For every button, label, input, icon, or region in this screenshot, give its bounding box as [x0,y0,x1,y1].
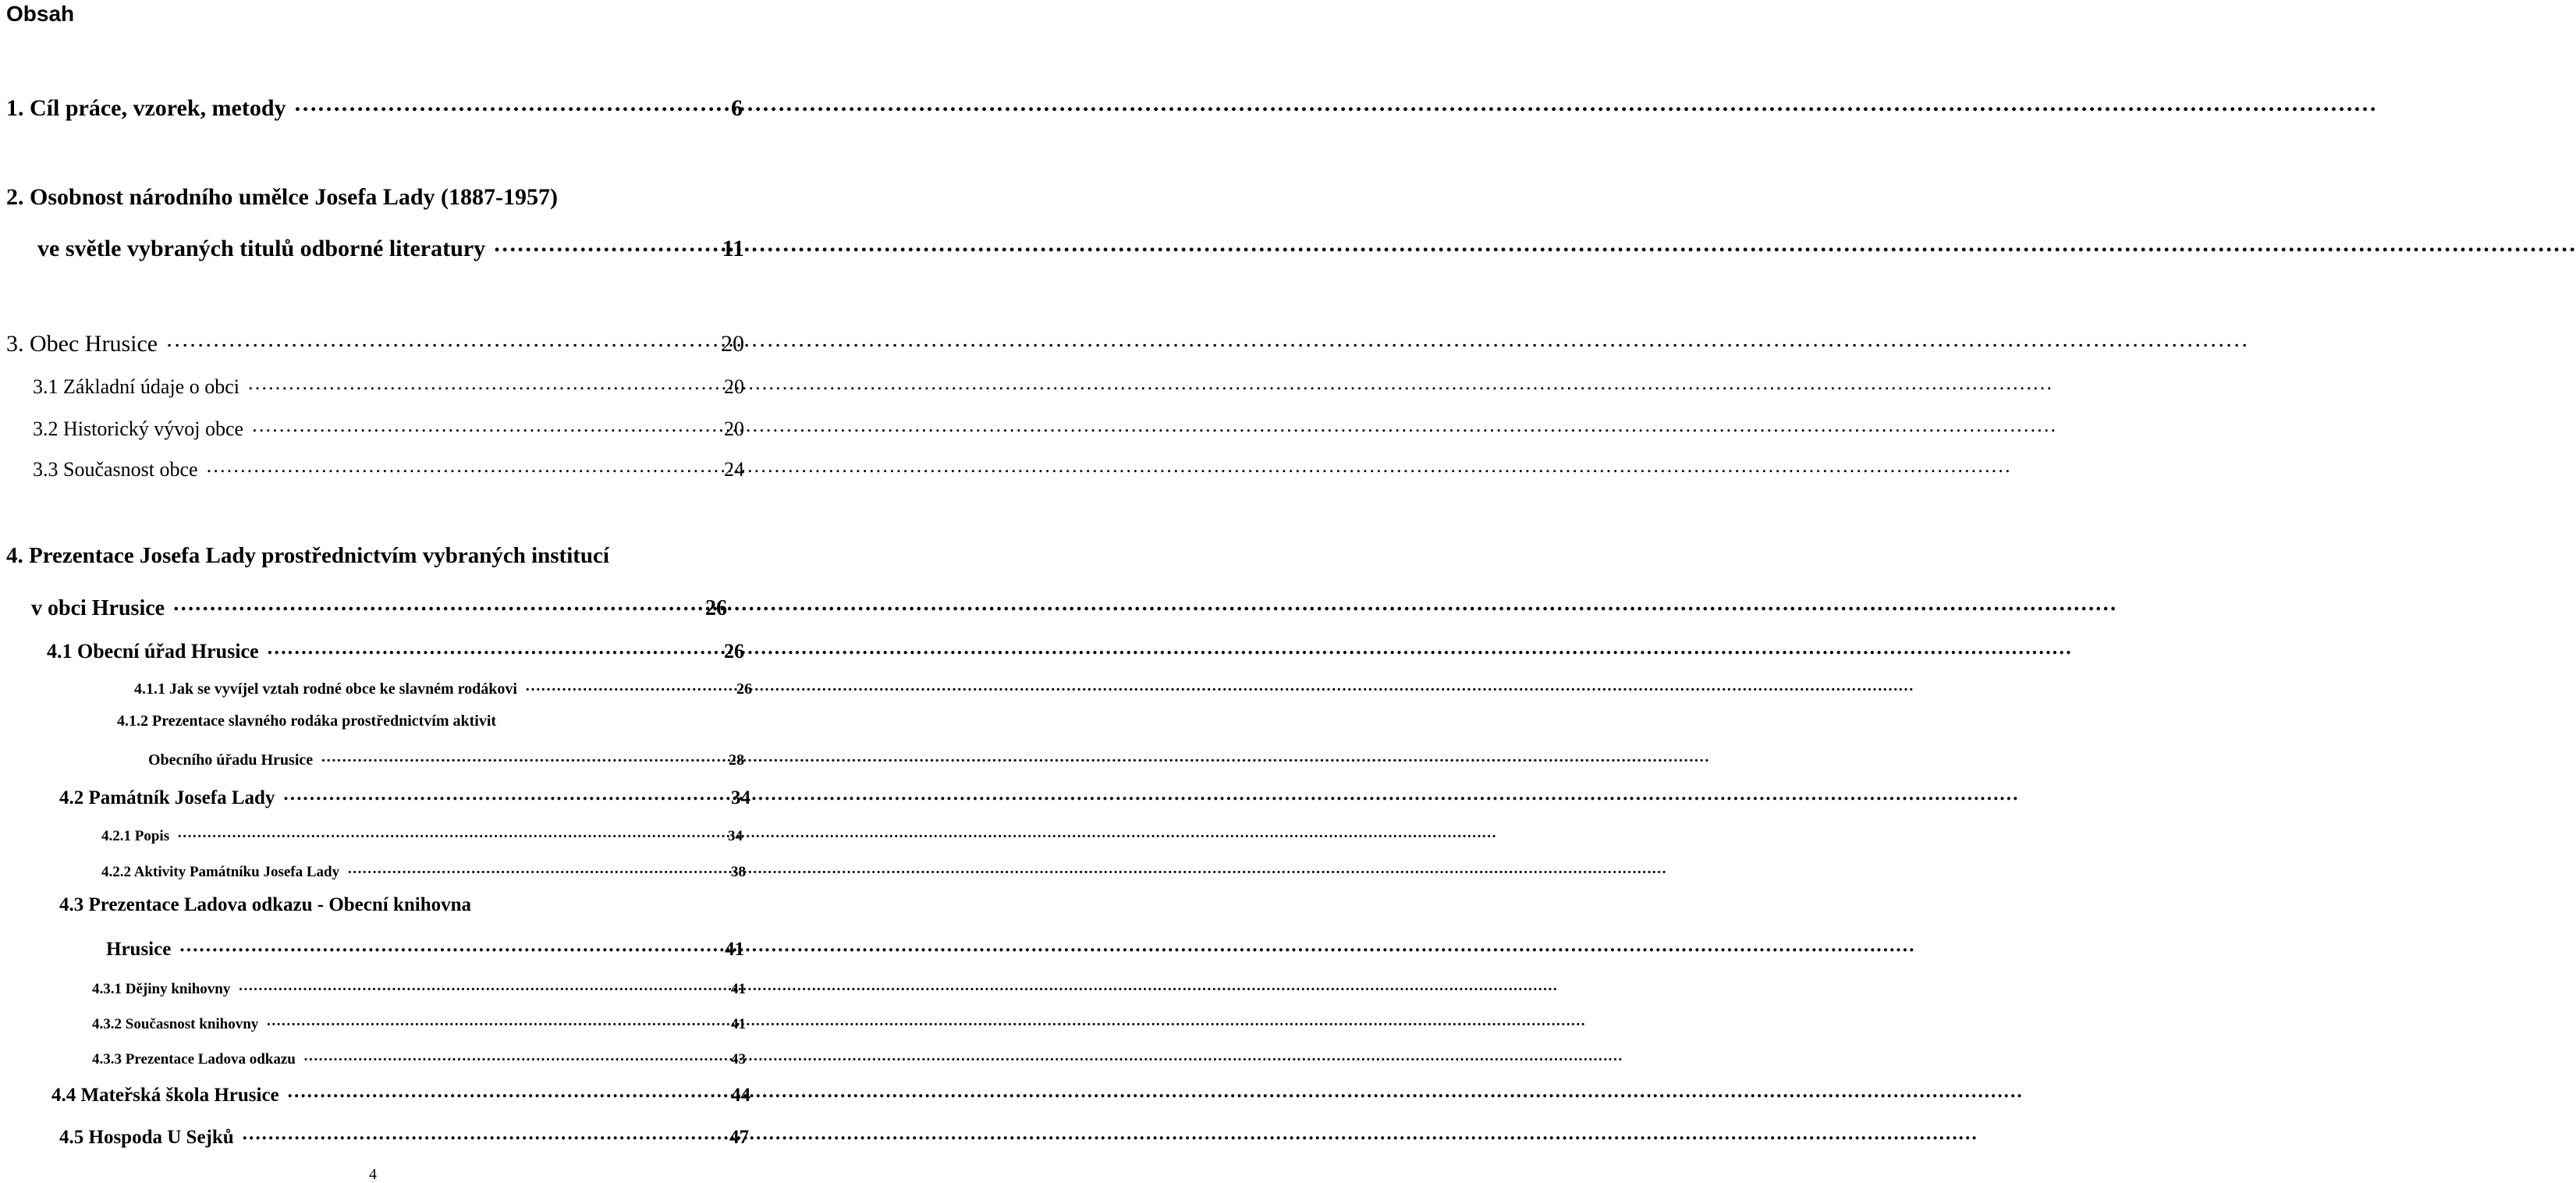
toc-entry-label: 1. Cíl práce, vzorek, metody [6,95,286,121]
toc-entry-label: 4.3.1 Dějiny knihovny [92,981,231,997]
toc-entry-page: 26 [724,640,744,663]
dot-leader [165,328,716,351]
toc-entry[interactable] [134,678,752,697]
dot-leader [206,456,719,476]
dot-leader [238,979,726,993]
dot-leader [525,678,732,694]
toc-entry-label: Hrusice [106,939,172,960]
dot-leader [177,826,723,840]
toc-entry-label: 4.3.3 Prezentace Ladova odkazu [92,1051,296,1068]
dot-leader [267,638,719,658]
toc-entry-label: 4.4 Mateřská škola Hrusice [51,1085,279,1106]
toc-entry-page: 41 [725,939,744,960]
toc-entry-page: 43 [731,1051,746,1068]
toc-entry-label: 4.1 Obecní úřad Hrusice [47,640,259,663]
toc-entry-page: 44 [731,1085,750,1106]
toc-entry-page: 20 [724,375,744,398]
toc-entry-page: 20 [724,417,744,440]
toc-entry[interactable] [37,233,744,261]
toc-entry[interactable] [106,936,744,959]
toc-entry-line1: 4.3 Prezentace Ladova odkazu - Obecní knihovna [59,894,472,915]
toc-entry[interactable] [51,1082,750,1105]
toc-entry[interactable] [101,826,743,844]
toc-entry[interactable] [59,1124,749,1147]
toc-entry[interactable] [6,328,744,356]
page-number: 4 [369,1166,377,1183]
toc-entry-label: 3.3 Současnost obce [33,458,198,481]
toc-entry[interactable] [101,861,746,879]
toc-entry-line1: 4. Prezentace Josefa Lady prostřednictvím vybraných institucí [6,543,609,568]
toc-entry-label: Obecního úřadu Hrusice [148,751,314,769]
toc-entry-page: 41 [731,981,746,997]
dot-leader [251,415,719,435]
toc-entry-line1: 2. Osobnost národního umělce Josefa Lady (1887-1957) [6,184,558,210]
table-of-contents [0,0,752,1182]
toc-entry[interactable] [92,1014,746,1032]
toc-entry-label: 4.2.2 Aktivity Památníku Josefa Lady [101,864,340,880]
toc-entry[interactable] [92,979,746,996]
toc-entry[interactable] [33,373,744,397]
dot-leader [282,784,726,804]
toc-entry[interactable] [33,456,744,480]
toc-entry-page: 20 [721,331,744,357]
dot-leader [347,861,726,876]
toc-entry-label: 3. Obec Hrusice [6,331,158,357]
toc-entry-page: 24 [724,458,744,481]
toc-entry[interactable] [6,92,743,120]
toc-entry-page: 34 [728,828,743,844]
toc-entry-label: 4.2 Památník Josefa Lady [59,787,275,808]
toc-entry-page: 26 [736,680,752,698]
dot-leader [493,233,718,256]
toc-entry[interactable] [92,1049,746,1067]
dot-leader [179,936,720,955]
dot-leader [294,92,726,115]
document-page [0,0,752,1183]
toc-entry-label: 3.1 Základní údaje o obci [33,375,240,398]
toc-entry-label: 4.1.1 Jak se vyvíjel vztah rodné obce ke slavném rodákovi [134,680,517,698]
dot-leader [303,1049,726,1064]
toc-entry[interactable] [148,749,744,768]
dot-leader [321,749,724,765]
dot-leader [242,1124,725,1143]
toc-entry-label: ve světle vybraných titulů odborné literatury [37,236,486,261]
toc-entry-label: 3.2 Historický vývoj obce [33,417,244,440]
dot-leader [172,593,701,615]
toc-entry-page: 47 [729,1127,749,1148]
toc-entry-line1: 4.1.2 Prezentace slavného rodáka prostřednictvím aktivit [117,712,497,730]
toc-entry-page: 38 [731,864,746,880]
dot-leader [247,373,719,393]
toc-entry-page: 26 [705,596,727,620]
toc-entry[interactable] [59,784,750,808]
toc-entry-page: 11 [722,236,744,261]
toc-entry[interactable] [33,415,744,439]
toc-entry[interactable] [47,638,744,662]
toc-entry-label: 4.5 Hospoda U Sejků [59,1127,234,1148]
dot-leader [287,1082,726,1101]
toc-entry[interactable] [31,593,727,620]
toc-entry-label: 4.3.2 Současnost knihovny [92,1016,259,1032]
page-title: Obsah [6,2,75,26]
toc-entry-page: 41 [731,1016,746,1032]
toc-entry-page: 28 [729,751,744,769]
toc-entry-label: 4.2.1 Popis [101,828,170,844]
toc-entry-page: 6 [731,95,743,121]
toc-entry-label: v obci Hrusice [31,596,165,620]
dot-leader [266,1014,726,1028]
toc-entry-page: 34 [731,787,750,808]
